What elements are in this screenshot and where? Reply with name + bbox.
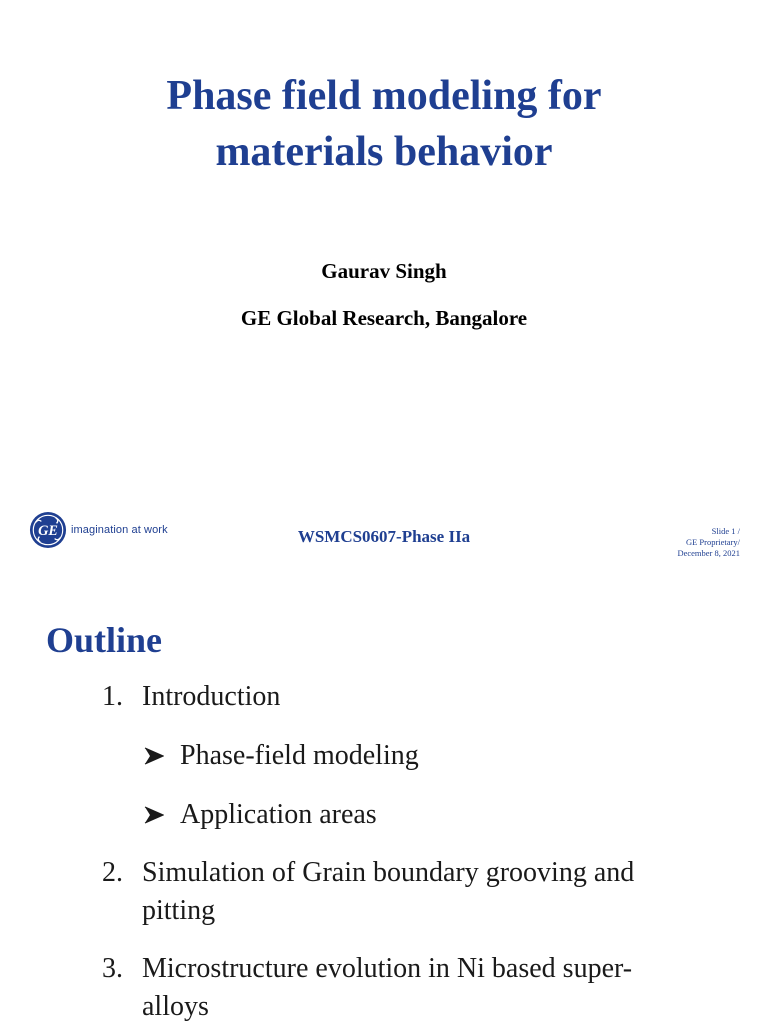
outline-item-text: Simulation of Grain boundary grooving and pitting: [142, 857, 635, 926]
outline-title: Outline: [46, 620, 163, 660]
footer-proprietary: GE Proprietary/: [685, 537, 740, 547]
slide-title: [0, 68, 768, 180]
slide-title-line-1: Phase field modeling for: [166, 73, 602, 119]
ge-monogram-text: GE: [38, 523, 58, 540]
footer-date: December 8, 2021: [677, 548, 740, 558]
logo-tagline: imagination at work: [71, 524, 168, 536]
outline-item-text: Introduction: [142, 681, 281, 712]
outline-item-number: 2.: [102, 857, 123, 888]
outline-item-grain-boundary: [102, 854, 682, 930]
author-affiliation: GE Global Research, Bangalore: [240, 306, 528, 330]
footer-meta: [677, 526, 740, 559]
outline-subitem-text: Phase-field modeling: [180, 740, 419, 771]
footer-slide-number: Slide 1 /: [711, 526, 740, 536]
outline-subitem-application-areas: [144, 796, 377, 834]
outline-item-introduction: [102, 678, 682, 716]
outline-item-number: 1.: [102, 681, 123, 712]
outline-slide: [0, 580, 768, 1024]
outline-subitem-text: Application areas: [180, 799, 377, 830]
outline-item-text: Microstructure evolution in Ni based super-alloys: [142, 953, 633, 1022]
arrow-bullet-icon: [144, 747, 180, 765]
outline-item-microstructure: [102, 950, 682, 1024]
outline-item-number: 3.: [102, 953, 123, 984]
arrow-bullet-icon: [144, 806, 180, 824]
author-name: Gaurav Singh: [321, 259, 447, 283]
footer-project-code: WSMCS0607-Phase IIa: [297, 527, 471, 546]
slide-title-line-2: materials behavior: [215, 129, 553, 175]
outline-subitem-phase-field: [144, 737, 419, 775]
